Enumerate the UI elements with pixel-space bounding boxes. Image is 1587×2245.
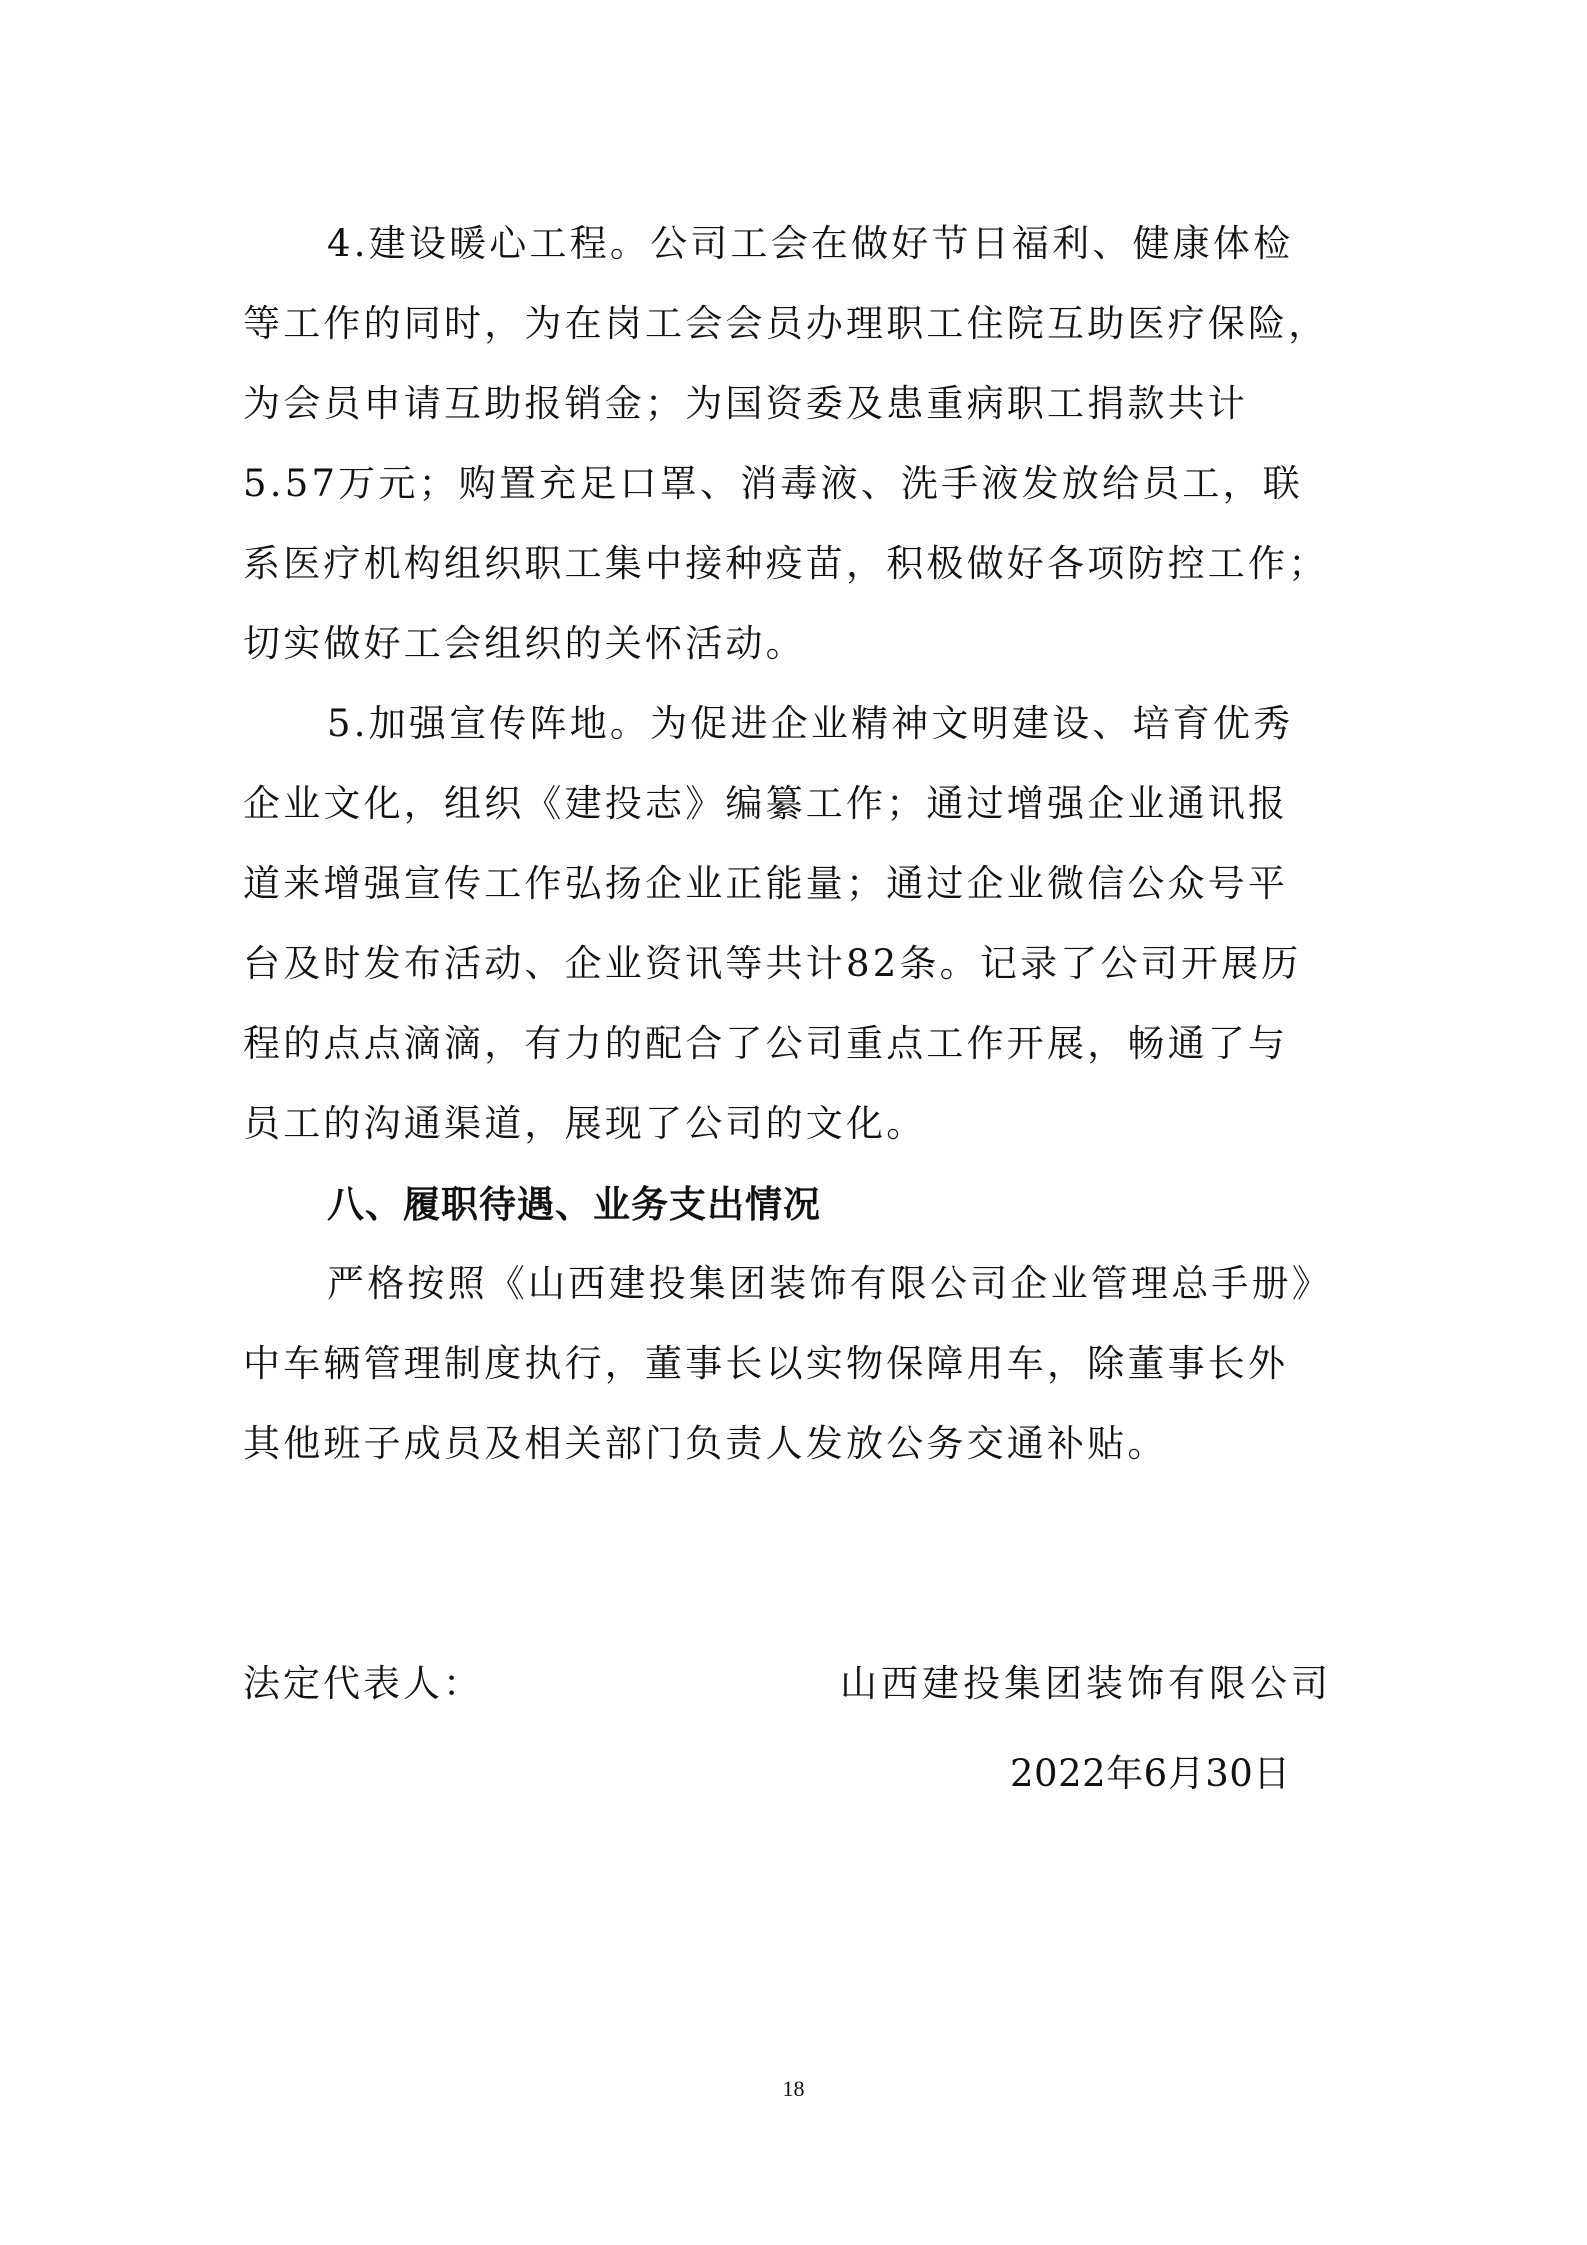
paragraph-line: 5.加强宣传阵地。为促进企业精神文明建设、培育优秀 (327, 702, 1294, 745)
paragraph-line: 为会员申请互助报销金；为国资委及患重病职工捐款共计 (243, 382, 1248, 425)
paragraph-line: 道来增强宣传工作弘扬企业正能量；通过企业微信公众号平 (243, 862, 1289, 905)
section-heading: 八、履职待遇、业务支出情况 (327, 1182, 821, 1226)
paragraph-line: 中车辆管理制度执行，董事长以实物保障用车，除董事长外 (243, 1342, 1289, 1385)
paragraph-line: 企业文化，组织《建投志》编纂工作；通过增强企业通讯报 (243, 782, 1289, 825)
paragraph-line: 台及时发布活动、企业资讯等共计82条。记录了公司开展历 (243, 942, 1302, 985)
paragraph-line: 切实做好工会组织的关怀活动。 (243, 622, 806, 665)
paragraph-line: 程的点点滴滴，有力的配合了公司重点工作开展，畅通了与 (243, 1022, 1289, 1065)
paragraph-line: 严格按照《山西建投集团装饰有限公司企业管理总手册》 (327, 1262, 1332, 1305)
paragraph-line: 员工的沟通渠道，展现了公司的文化。 (243, 1102, 927, 1145)
legal-representative-label: 法定代表人： (243, 1662, 483, 1705)
paragraph-line: 等工作的同时，为在岗工会会员办理职工住院互助医疗保险， (243, 302, 1329, 345)
page-number: 18 (782, 2076, 805, 2101)
paragraph-line: 系医疗机构组织职工集中接种疫苗，积极做好各项防控工作； (243, 542, 1329, 585)
paragraph-line: 5.57万元；购置充足口罩、消毒液、洗手液发放给员工，联 (243, 462, 1303, 505)
paragraph-line: 4.建设暖心工程。公司工会在做好节日福利、健康体检 (327, 222, 1294, 265)
signature-date: 2022年6月30日 (1010, 1752, 1291, 1795)
company-name: 山西建投集团装饰有限公司 (840, 1662, 1332, 1705)
paragraph-line: 其他班子成员及相关部门负责人发放公务交通补贴。 (243, 1422, 1168, 1465)
